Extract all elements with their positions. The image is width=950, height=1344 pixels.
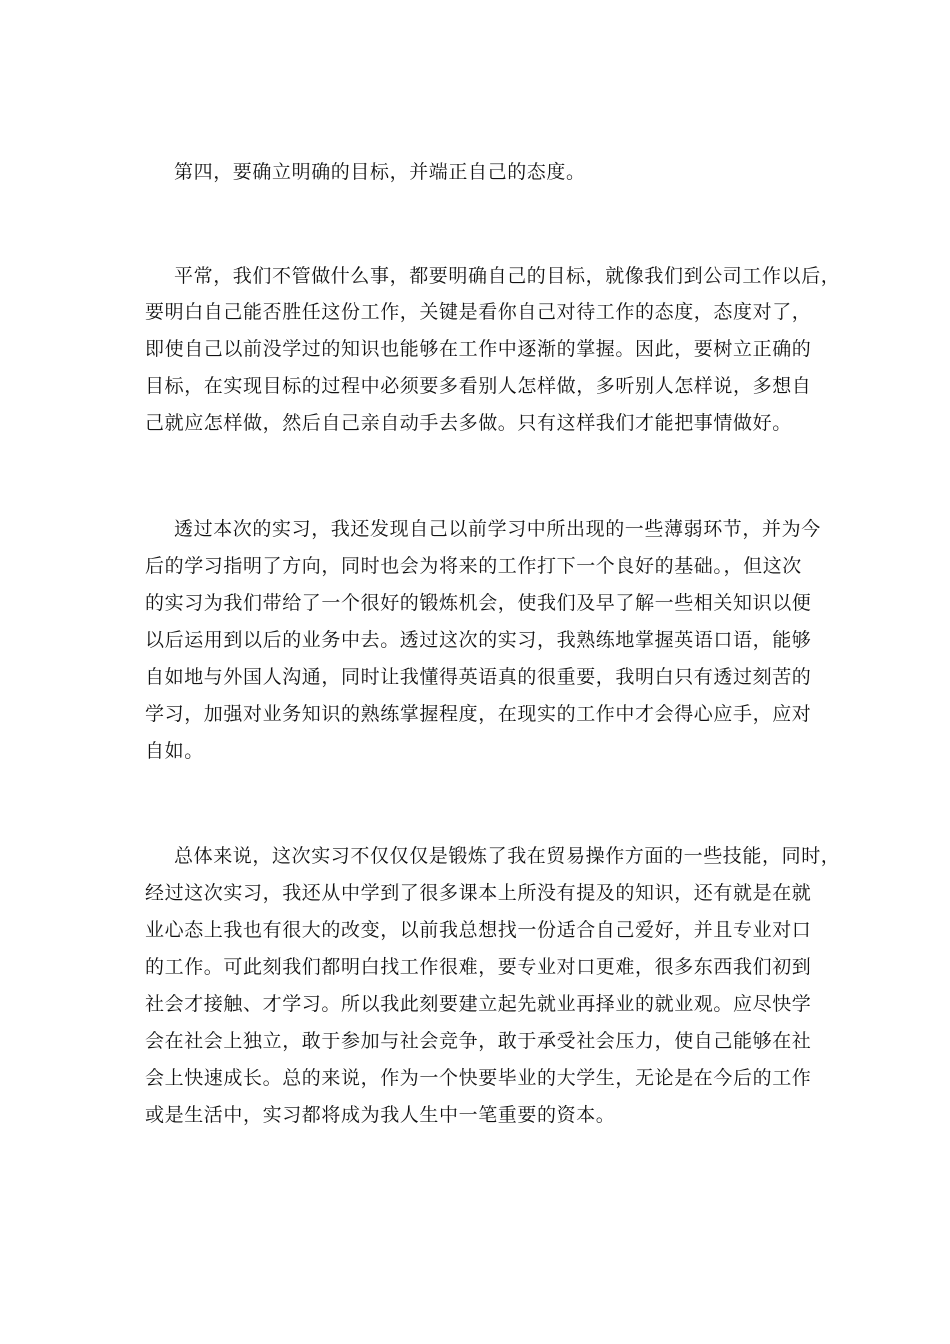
paragraph-line: 会上快速成长。总的来说，作为一个快要毕业的大学生，无论是在今后的工作 [145, 1067, 812, 1089]
paragraph-line: 经过这次实习，我还从中学到了很多课本上所没有提及的知识，还有就是在就 [145, 882, 812, 904]
paragraph-line: 己就应怎样做，然后自己亲自动手去多做。只有这样我们才能把事情做好。 [145, 412, 792, 434]
paragraph-line: 学习，加强对业务知识的熟练掌握程度，在现实的工作中才会得心应手，应对 [145, 703, 812, 725]
paragraph-line: 要明白自己能否胜任这份工作，关键是看你自己对待工作的态度，态度对了， [145, 301, 812, 323]
paragraph-line: 自如。 [145, 740, 204, 762]
paragraph-line: 社会才接触、才学习。所以我此刻要建立起先就业再择业的就业观。应尽快学 [145, 993, 812, 1015]
paragraph-line: 即使自己以前没学过的知识也能够在工作中逐渐的掌握。因此，要树立正确的 [145, 338, 812, 360]
paragraph-line: 会在社会上独立，敢于参加与社会竞争，敢于承受社会压力，使自己能够在社 [145, 1030, 812, 1052]
paragraph-line: 总体来说，这次实习不仅仅仅是锻炼了我在贸易操作方面的一些技能，同时， [174, 845, 841, 867]
paragraph-line: 透过本次的实习，我还发现自己以前学习中所出现的一些薄弱环节，并为今 [174, 518, 821, 540]
section-heading: 第四，要确立明确的目标，并端正自己的态度。 [174, 161, 586, 183]
paragraph-line: 后的学习指明了方向，同时也会为将来的工作打下一个良好的基础。，但这次 [145, 555, 802, 577]
paragraph-line: 的工作。可此刻我们都明白找工作很难，要专业对口更难，很多东西我们初到 [145, 956, 812, 978]
paragraph-line: 以后运用到以后的业务中去。透过这次的实习，我熟练地掌握英语口语，能够 [145, 629, 812, 651]
paragraph-line: 平常，我们不管做什么事，都要明确自己的目标，就像我们到公司工作以后， [174, 265, 841, 287]
paragraph-line: 目标，在实现目标的过程中必须要多看别人怎样做，多听别人怎样说，多想自 [145, 375, 812, 397]
paragraph-line: 自如地与外国人沟通，同时让我懂得英语真的很重要，我明白只有透过刻苦的 [145, 666, 812, 688]
paragraph-line: 的实习为我们带给了一个很好的锻炼机会，使我们及早了解一些相关知识以便 [145, 592, 812, 614]
paragraph-line: 业心态上我也有很大的改变，以前我总想找一份适合自己爱好，并且专业对口 [145, 919, 812, 941]
paragraph-line: 或是生活中，实习都将成为我人生中一笔重要的资本。 [145, 1104, 616, 1126]
